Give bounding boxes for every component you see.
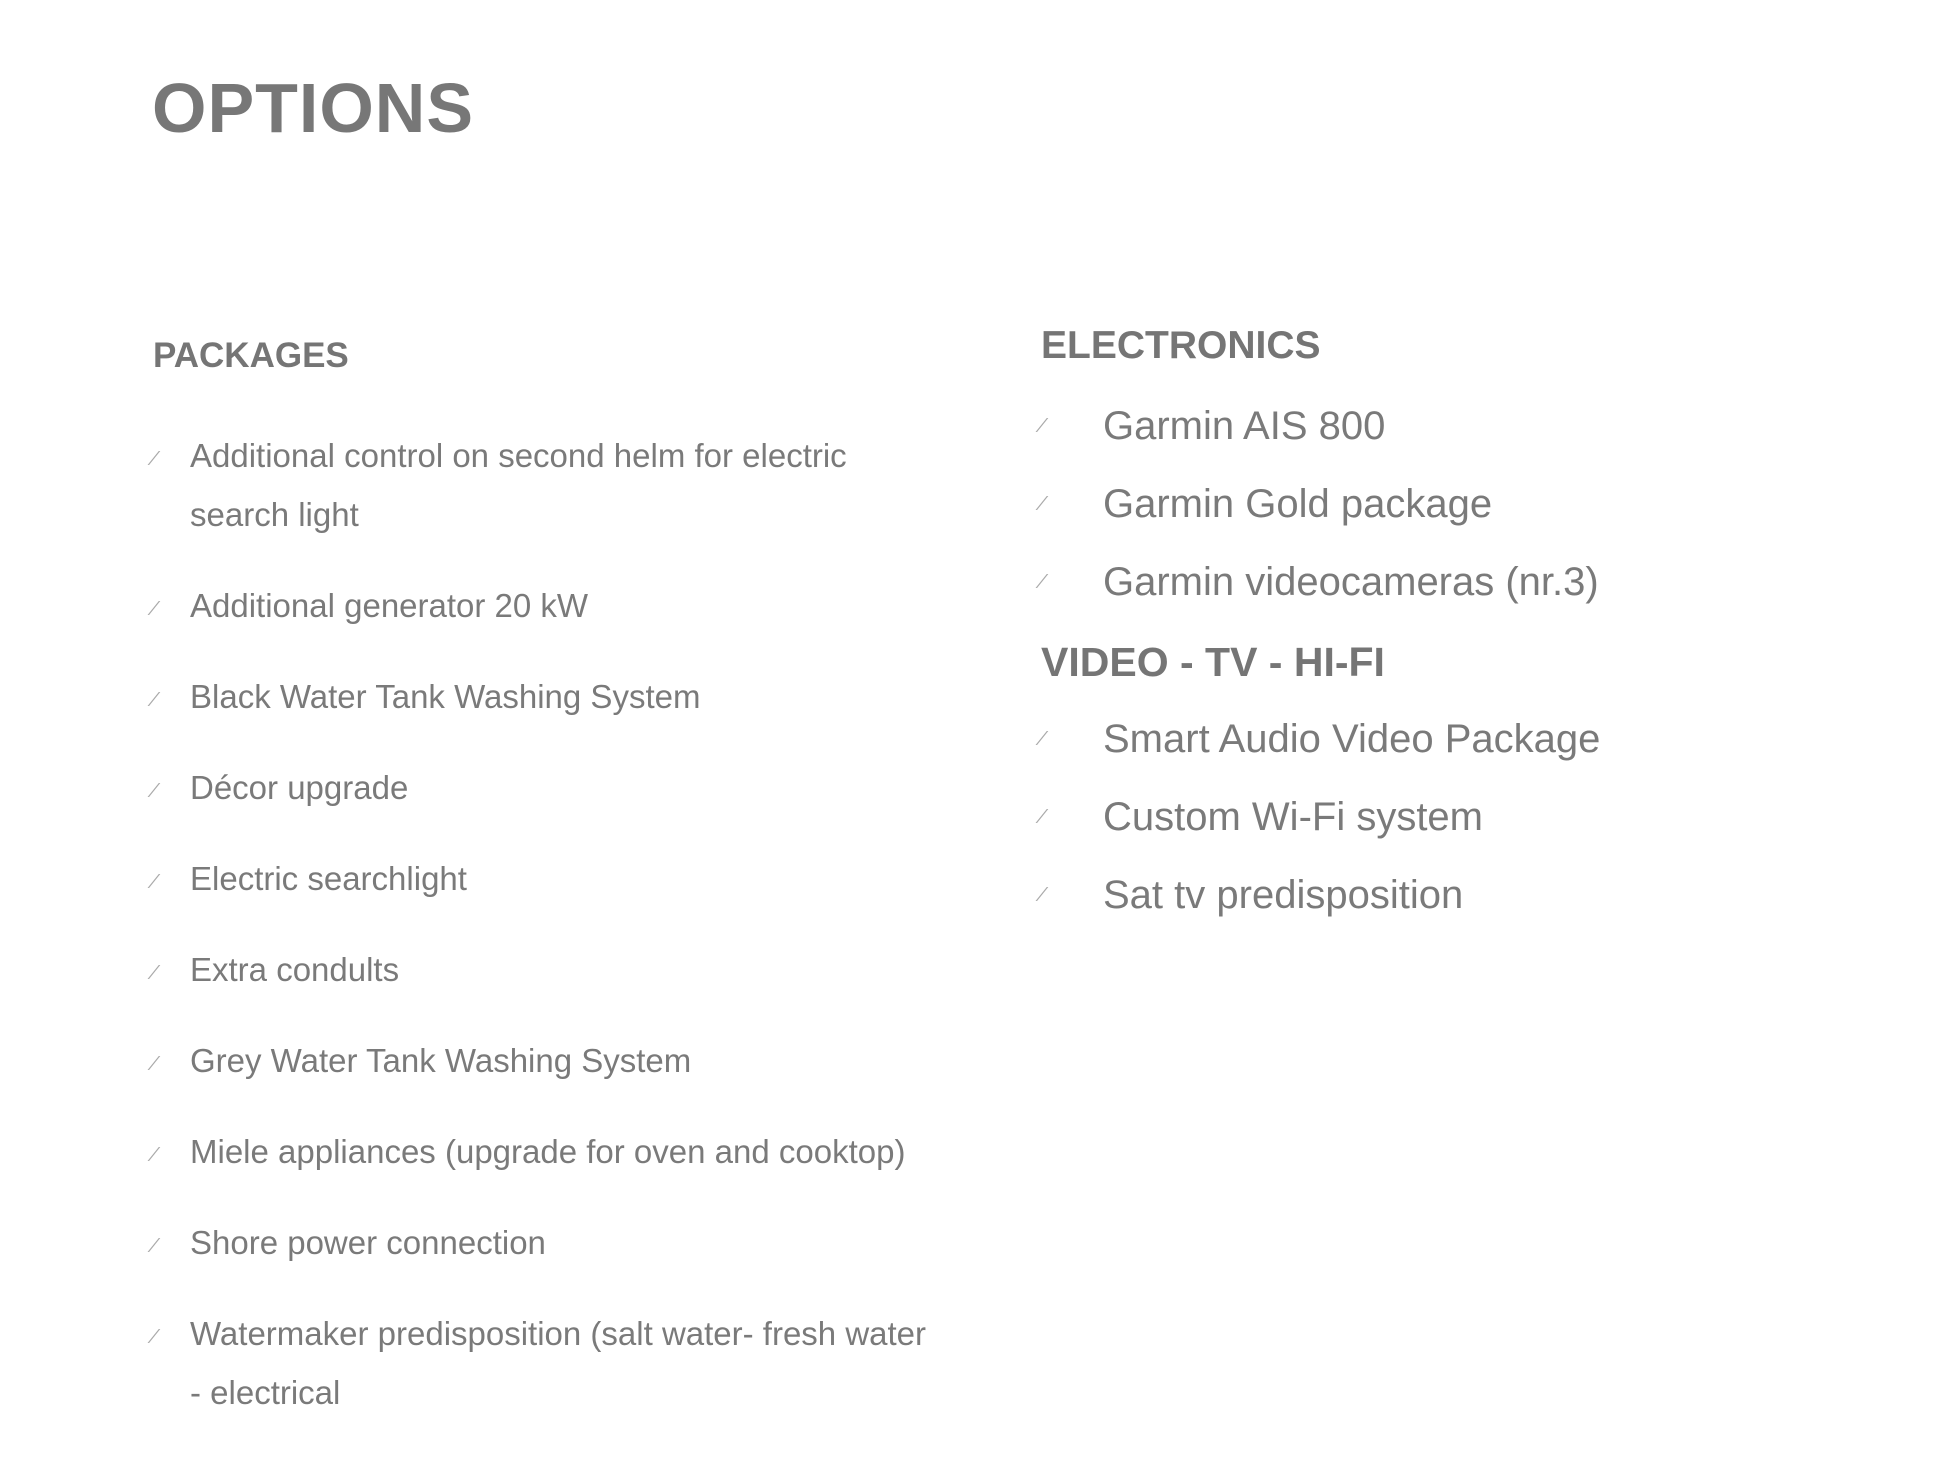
list-item [153,1031,933,1090]
list-item-label: Additional generator 20 kW [190,587,589,624]
packages-list [153,426,933,1454]
slash-bullet-icon: ⁄ [153,871,157,893]
slash-bullet-icon: ⁄ [153,1235,157,1257]
list-item [153,426,933,544]
slash-bullet-icon: ⁄ [153,689,157,711]
video-tv-hifi-list [1041,713,1741,947]
slash-bullet-icon: ⁄ [1041,884,1045,906]
list-item-label: Décor upgrade [190,769,409,806]
slash-bullet-icon: ⁄ [153,1144,157,1166]
list-item-label: Electric searchlight [190,860,467,897]
list-item [153,1304,933,1422]
list-item-label: Garmin AIS 800 [1103,404,1386,448]
list-item [1041,478,1741,530]
list-item-label: Extra condults [190,951,400,988]
list-item-label: Garmin Gold package [1103,482,1493,526]
list-item [1041,869,1741,921]
list-item-label: Additional control on second helm for electric search light [190,437,847,533]
list-item-label: Watermaker predisposition (salt water- fresh water - electrical [190,1315,927,1411]
list-item [1041,791,1741,843]
list-item-label: Custom Wi-Fi system [1103,795,1483,839]
list-item [153,940,933,999]
list-item-label: Sat tv predisposition [1103,873,1464,917]
slash-bullet-icon: ⁄ [1041,493,1045,515]
list-item-label: Grey Water Tank Washing System [190,1042,692,1079]
list-item [153,1213,933,1272]
list-item [1041,713,1741,765]
slash-bullet-icon: ⁄ [1041,571,1045,593]
list-item-label: Black Water Tank Washing System [190,678,701,715]
list-item [153,758,933,817]
slash-bullet-icon: ⁄ [153,962,157,984]
list-item [153,849,933,908]
slash-bullet-icon: ⁄ [153,780,157,802]
slash-bullet-icon: ⁄ [1041,806,1045,828]
slash-bullet-icon: ⁄ [1041,415,1045,437]
list-item-label: Garmin videocameras (nr.3) [1103,560,1599,604]
electronics-list [1041,400,1741,634]
slash-bullet-icon: ⁄ [153,1326,157,1348]
slash-bullet-icon: ⁄ [153,448,157,470]
list-item [1041,556,1741,608]
slash-bullet-icon: ⁄ [153,1053,157,1075]
video-tv-hifi-heading: VIDEO - TV - HI-FI [1041,639,1385,685]
list-item-label: Miele appliances (upgrade for oven and cooktop) [190,1133,906,1170]
list-item [1041,400,1741,452]
page-title: OPTIONS [152,69,475,147]
packages-heading: PACKAGES [153,336,349,375]
list-item [153,667,933,726]
list-item [153,1122,933,1181]
list-item [153,576,933,635]
electronics-heading: ELECTRONICS [1041,324,1321,367]
slash-bullet-icon: ⁄ [1041,728,1045,750]
list-item-label: Smart Audio Video Package [1103,717,1601,761]
list-item-label: Shore power connection [190,1224,546,1261]
slash-bullet-icon: ⁄ [153,598,157,620]
